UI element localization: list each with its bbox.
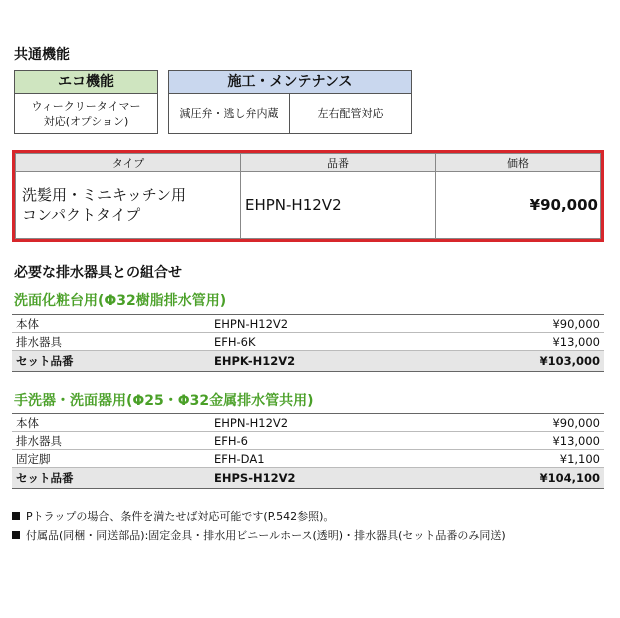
maintenance-item-pressure: 減圧弁・逃し弁内蔵 <box>169 94 290 133</box>
row-name: 排水器具 <box>12 432 210 450</box>
row-price: ¥90,000 <box>418 315 604 333</box>
eco-feature-item <box>15 94 157 133</box>
product-model: EHPN-H12V2 <box>241 172 436 239</box>
header-type: タイプ <box>16 154 241 172</box>
table-row <box>12 432 604 450</box>
group1-title: 洗面化粧台用(Φ32樹脂排水管用) <box>14 293 227 309</box>
table-row <box>12 450 604 468</box>
row-code: EFH-6K <box>210 333 418 351</box>
combo-title: 必要な排水器具との組合せ <box>14 265 182 281</box>
product-type-line1: 洗髪用・ミニキッチン用 <box>22 186 186 204</box>
total-row <box>12 468 604 489</box>
maintenance-item-piping: 左右配管対応 <box>317 107 384 120</box>
eco-feature-header: エコ機能 <box>15 71 157 94</box>
features-title: 共通機能 <box>14 47 70 63</box>
total-code: EHPS-H12V2 <box>210 468 418 489</box>
total-price: ¥104,100 <box>418 468 604 489</box>
group1-table <box>12 314 604 372</box>
eco-item-line2: 対応(オプション) <box>43 114 129 128</box>
row-code: EHPN-H12V2 <box>210 315 418 333</box>
eco-feature-box <box>14 70 158 134</box>
row-price: ¥90,000 <box>418 414 604 432</box>
total-row <box>12 351 604 372</box>
row-name: 本体 <box>12 414 210 432</box>
header-model: 品番 <box>241 154 436 172</box>
table-row <box>12 315 604 333</box>
total-price: ¥103,000 <box>418 351 604 372</box>
row-name: 本体 <box>12 315 210 333</box>
group2-title: 手洗器・洗面器用(Φ25・Φ32金属排水管共用) <box>14 393 314 409</box>
row-code: EFH-DA1 <box>210 450 418 468</box>
maintenance-feature-box <box>168 70 412 134</box>
row-name: 排水器具 <box>12 333 210 351</box>
total-code: EHPK-H12V2 <box>210 351 418 372</box>
eco-item-line1: ウィークリータイマー <box>31 99 141 113</box>
note-accessories-text: 付属品(同梱・同送部品):固定金具・排水用ビニールホース(透明)・排水器具(セット品番のみ同送) <box>26 529 506 542</box>
table-row <box>12 333 604 351</box>
product-type-line2: コンパクトタイプ <box>22 206 141 224</box>
note-accessories <box>12 527 506 543</box>
row-price: ¥13,000 <box>418 333 604 351</box>
group2-table <box>12 413 604 489</box>
maintenance-feature-header: 施工・メンテナンス <box>169 71 411 94</box>
product-table <box>15 153 601 239</box>
product-price: ¥90,000 <box>436 172 601 239</box>
row-price: ¥13,000 <box>418 432 604 450</box>
note-ptrap <box>12 508 334 524</box>
table-row <box>12 414 604 432</box>
row-name: 固定脚 <box>12 450 210 468</box>
total-name: セット品番 <box>12 351 210 372</box>
total-name: セット品番 <box>12 468 210 489</box>
note-ptrap-text: Pトラップの場合、条件を満たせば対応可能です(P.542参照)。 <box>26 510 335 523</box>
product-type <box>16 172 241 239</box>
row-code: EHPN-H12V2 <box>210 414 418 432</box>
product-highlight-box <box>12 150 604 242</box>
square-bullet-icon <box>12 531 20 539</box>
row-price: ¥1,100 <box>418 450 604 468</box>
square-bullet-icon <box>12 512 20 520</box>
header-price: 価格 <box>436 154 601 172</box>
row-code: EFH-6 <box>210 432 418 450</box>
